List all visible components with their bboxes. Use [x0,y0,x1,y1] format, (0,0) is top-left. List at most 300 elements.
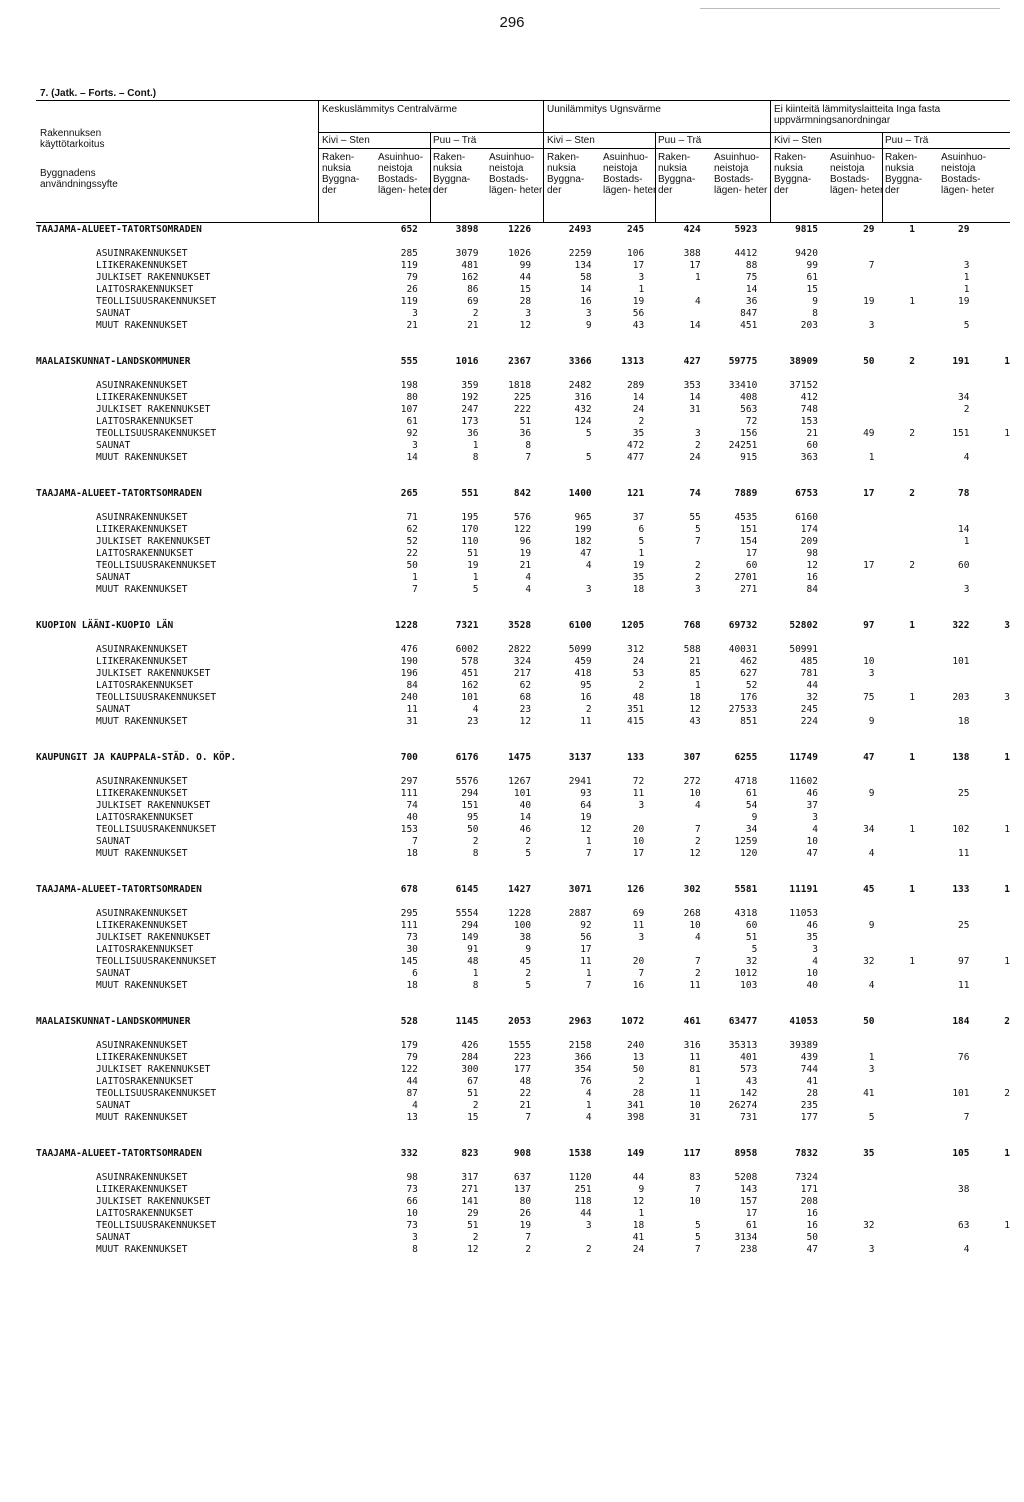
cell: 23 [467,716,479,727]
cell [915,572,970,584]
cell: 17 [863,560,875,571]
spacer-row [36,236,1010,248]
row-label: SAUNAT [96,1232,131,1243]
cell: 297 [400,776,418,787]
cell: 73 [406,1220,418,1231]
row-label: LAITOSRAKENNUKSET [96,812,194,823]
spacer [36,896,1010,908]
cell: 16 [580,692,592,703]
cell [915,1064,970,1076]
col-header-dwellings: Asuinhuo- neistoja Bostads- lägen- heter [603,152,657,196]
row-label: ASUINRAKENNUKSET [96,380,188,391]
cell: 4 [812,956,818,967]
spacer-row [36,464,1010,476]
row-label: LAITOSRAKENNUKSET [96,1076,194,1087]
cell [875,548,915,560]
cell: 1313 [621,356,645,367]
cell: 24 [632,404,645,415]
cell: 3528 [508,620,532,631]
cell: 15 [806,284,818,295]
cell [818,1076,875,1088]
row-label: JULKISET RAKENNUKSET [96,272,211,283]
cell: 16 [580,296,592,307]
cell: 5 [695,524,701,535]
cell [875,944,915,956]
cell: 222 [513,404,532,415]
cell: 97 [958,956,970,967]
col-header-buildings: Raken- nuksia Byggna- der [322,152,360,196]
cell: 145 [400,956,418,967]
cell [915,908,970,920]
row-label: TEOLLISUUSRAKENNUKSET [96,956,217,967]
cell: 312 [627,644,645,655]
cell: 6753 [795,488,818,499]
cell: 124 [574,416,592,427]
cell: 5 [695,1220,701,1231]
cell [915,1196,970,1208]
page-top-rule [700,8,1000,9]
group-central-heating: Keskuslämmitys Centralvärme [322,104,458,115]
cell: 2 [909,560,915,571]
cell: 19 [632,296,645,307]
cell [818,308,875,320]
cell: 2701 [734,572,758,583]
spacer [36,728,1010,740]
cell: 5 [751,944,758,955]
cell: 5208 [734,1172,758,1183]
cell [969,560,1010,572]
cell: 573 [740,1064,758,1075]
cell: 5581 [734,884,758,895]
table-row [36,980,1010,992]
row-label: ASUINRAKENNUKSET [96,908,188,919]
cell [915,932,970,944]
cell: 68 [519,692,532,703]
cell: 316 [574,392,592,403]
cell: 4 [585,1112,592,1123]
table-row [36,788,1010,800]
cell: 3 [963,260,970,271]
cell: 4 [585,560,592,571]
cell: 122 [400,1064,418,1075]
cell: 5 [585,452,592,463]
cell: 43 [745,1076,758,1087]
cell [969,320,1010,332]
cell: 14 [580,284,592,295]
cell: 1 [1004,428,1010,439]
cell: 61 [806,272,818,283]
row-label: MUUT RAKENNUKSET [96,320,188,331]
cell: 179 [400,1040,418,1051]
cell [818,932,875,944]
cell [875,284,915,296]
cell: 294 [461,920,479,931]
cell: 1 [868,1052,875,1063]
cell: 247 [461,404,479,415]
cell: 578 [461,656,479,667]
cell [969,512,1010,524]
cell [875,1016,915,1028]
cell [818,1232,875,1244]
cell: 12 [467,1244,479,1255]
cell: 300 [461,1064,479,1075]
cell: 4 [525,572,532,583]
cell: 1427 [508,884,532,895]
cell [915,968,970,980]
col-header-dwellings: Asuinhuo- neistoja Bostads- lägen- heter [489,152,543,196]
cell: 4 [472,704,479,715]
cell: 3 [585,584,592,595]
cell: 2822 [508,644,532,655]
cell: 3 [412,308,418,319]
cell [644,308,701,320]
cell: 17 [745,1208,758,1219]
cell: 50 [632,1064,645,1075]
cell [875,788,915,800]
cell [969,224,1010,236]
col-header-buildings: Raken- nuksia Byggna- der [885,152,923,196]
cell: 8 [812,308,818,319]
cell: 44 [806,680,818,691]
spacer-row [36,1124,1010,1136]
row-label: TAAJAMA-ALUEET-TATORTSOMRADEN [36,224,202,235]
cell: 307 [683,752,701,763]
cell: 137 [513,1184,532,1195]
cell: 476 [400,644,418,655]
cell: 7 [695,1184,701,1195]
cell [818,440,875,452]
spacer [36,740,1010,752]
cell: 87 [406,1088,418,1099]
cell: 17 [863,488,875,499]
col-header-buildings: Raken- nuksia Byggna- der [774,152,812,196]
cell: 37 [806,800,818,811]
table-row [36,716,1010,728]
cell [875,968,915,980]
cell: 47 [580,548,592,559]
cell [875,836,915,848]
cell: 2 [472,1232,479,1243]
cell: 12 [580,824,592,835]
cell [875,920,915,932]
row-label: TEOLLISUUSRAKENNUKSET [96,560,217,571]
cell: 41 [806,1076,818,1087]
table-row [36,320,1010,332]
cell: 1 [1004,356,1010,367]
cell: 48 [632,692,645,703]
spacer-row [36,860,1010,872]
table-row [36,668,1010,680]
cell: 13 [632,1052,645,1063]
cell: 5 [868,1112,875,1123]
cell [969,812,1010,824]
spacer [36,860,1010,872]
cell [592,944,645,956]
cell [875,980,915,992]
cell: 60 [745,920,758,931]
cell: 3 [638,272,645,283]
cell: 106 [627,248,645,259]
cell: 332 [400,1148,418,1159]
table-row [36,1244,1010,1256]
data-table [36,224,1010,1280]
cell: 18 [958,716,970,727]
table-row [36,836,1010,848]
cell [531,1232,592,1244]
cell: 451 [461,668,479,679]
cell: 7 [963,1112,970,1123]
spacer-row [36,596,1010,608]
spacer [36,1124,1010,1136]
cell: 851 [740,716,758,727]
table-row [36,392,1010,404]
table-row [36,440,1010,452]
cell: 17 [580,944,592,955]
cell: 3 [638,800,645,811]
cell: 79 [406,272,418,283]
header-top-rule [36,100,1010,101]
cell: 637 [513,1172,532,1183]
cell: 19 [632,560,645,571]
cell: 24 [689,452,701,463]
table-row [36,1196,1010,1208]
cell: 111 [400,920,418,931]
table-row [36,800,1010,812]
cell: 1 [909,620,915,631]
cell: 2 [909,428,915,439]
row-label-fi: Rakennuksen käyttötarkoitus [40,128,105,150]
table-row [36,1064,1010,1076]
cell: 191 [952,356,970,367]
col-header-buildings: Raken- nuksia Byggna- der [547,152,585,196]
table-row [36,824,1010,836]
cell: 74 [406,800,418,811]
cell: 35 [806,932,818,943]
cell: 199 [574,524,592,535]
cell [969,416,1010,428]
row-label: ASUINRAKENNUKSET [96,1040,188,1051]
section-total-row [36,224,1010,236]
cell: 225 [513,392,532,403]
cell: 1259 [734,836,758,847]
cell: 176 [740,692,758,703]
table-row [36,284,1010,296]
cell: 99 [519,260,532,271]
cell: 29 [863,224,875,235]
cell: 14 [745,284,758,295]
cell: 62 [519,680,532,691]
cell: 21 [519,560,532,571]
cell: 4 [963,1244,970,1255]
table-row [36,692,1010,704]
cell [969,1112,1010,1124]
cell: 10 [632,836,645,847]
cell [875,800,915,812]
cell [969,248,1010,260]
cell: 3 [585,308,592,319]
cell: 76 [580,1076,592,1087]
cell: 21 [806,428,818,439]
cell: 11 [958,980,970,991]
table-row [36,416,1010,428]
table-row [36,956,1010,968]
cell: 143 [740,1184,758,1195]
row-label: LIIKERAKENNUKSET [96,1052,188,1063]
cell: 1 [1004,884,1010,895]
cell: 153 [800,416,818,427]
table-row [36,260,1010,272]
cell [818,800,875,812]
cell [969,932,1010,944]
cell: 6 [412,968,418,979]
cell: 7 [638,968,645,979]
cell [875,668,915,680]
table-row [36,584,1010,596]
col-header-dwellings: Asuinhuo- neistoja Bostads- lägen- heter [714,152,768,196]
cell: 324 [513,656,532,667]
cell: 9420 [795,248,818,259]
cell: 34 [745,824,758,835]
cell: 461 [683,1016,701,1027]
cell: 44 [580,1208,592,1219]
cell [875,704,915,716]
cell [818,1196,875,1208]
cell: 1555 [508,1040,532,1051]
group-stove-heating: Uunilämmitys Ugnsvärme [547,104,661,115]
col-header-dwellings: Asuinhuo- neistoja Bostads- lägen- heter [941,152,995,196]
cell: 847 [740,308,758,319]
cell: 7832 [795,1148,818,1159]
cell: 412 [800,392,818,403]
cell: 5 [525,980,532,991]
cell [875,1220,915,1232]
cell: 1 [963,272,970,283]
cell: 294 [461,788,479,799]
cell: 19 [958,296,970,307]
cell [644,1208,701,1220]
header-bottom-rule [36,222,1010,223]
cell: 208 [800,1196,818,1207]
cell: 1016 [455,356,479,367]
cell: 58 [580,272,592,283]
cell: 4 [868,980,875,991]
cell: 35 [863,1148,875,1159]
cell [969,836,1010,848]
cell: 126 [627,884,645,895]
cell: 11 [689,1088,701,1099]
cell: 60 [745,560,758,571]
cell: 4 [695,296,701,307]
cell: 9 [868,788,875,799]
row-label: SAUNAT [96,968,131,979]
row-label: KAUPUNGIT JA KAUPPALA-STÄD. O. KÖP. [36,752,237,763]
subgroup-wood: Puu – Trä [885,135,929,146]
cell: 1 [963,284,970,295]
cell: 9 [868,716,875,727]
cell: 20 [632,824,645,835]
cell [875,812,915,824]
cell: 36 [467,428,479,439]
cell: 151 [461,800,479,811]
cell: 95 [467,812,479,823]
cell: 21 [689,656,701,667]
cell: 118 [574,1196,592,1207]
cell: 1120 [568,1172,592,1183]
section-total-row [36,752,1010,764]
cell: 528 [400,1016,418,1027]
cell: 69 [632,908,645,919]
row-label: MUUT RAKENNUKSET [96,1112,188,1123]
cell: 141 [461,1196,479,1207]
cell: 4 [812,824,818,835]
cell: 105 [952,1148,970,1159]
cell: 398 [627,1112,645,1123]
table-row [36,920,1010,932]
cell: 25 [958,920,970,931]
cell: 401 [740,1052,758,1063]
cell: 2887 [568,908,592,919]
cell [915,644,970,656]
cell: 439 [800,1052,818,1063]
cell: 12 [689,848,701,859]
cell: 1475 [508,752,532,763]
cell: 8 [412,1244,418,1255]
row-label: ASUINRAKENNUKSET [96,248,188,259]
cell [875,1244,915,1256]
cell: 37 [632,512,645,523]
row-label: SAUNAT [96,308,131,319]
cell [875,1088,915,1100]
cell: 14 [519,812,532,823]
cell [875,416,915,428]
cell: 1 [868,452,875,463]
cell: 7 [525,1232,532,1243]
cell: 38 [519,932,532,943]
subgroup-wood: Puu – Trä [433,135,477,146]
cell: 182 [574,536,592,547]
cell: 10 [689,1100,701,1111]
cell: 43 [689,716,701,727]
cell: 192 [461,392,479,403]
cell [969,848,1010,860]
cell: 11 [580,956,592,967]
spacer [36,992,1010,1004]
cell: 24251 [728,440,758,451]
cell: 354 [574,1064,592,1075]
row-label: KUOPION LÄÄNI-KUOPIO LÄN [36,620,174,631]
row-label: MUUT RAKENNUKSET [96,1244,188,1255]
spacer-row [36,740,1010,752]
cell: 2 [638,680,645,691]
cell: 34 [958,392,970,403]
cell: 14 [632,392,645,403]
cell: 93 [580,788,592,799]
cell: 768 [683,620,701,631]
cell: 240 [627,1040,645,1051]
cell: 45 [519,956,532,967]
cell: 3071 [568,884,592,895]
cell: 5 [963,320,970,331]
cell: 408 [740,392,758,403]
cell [875,848,915,860]
cell: 3 [695,428,701,439]
cell: 7889 [734,488,758,499]
cell: 7324 [795,1172,818,1183]
cell: 451 [740,320,758,331]
cell: 21 [519,1100,532,1111]
cell [915,416,970,428]
cell: 302 [683,884,701,895]
